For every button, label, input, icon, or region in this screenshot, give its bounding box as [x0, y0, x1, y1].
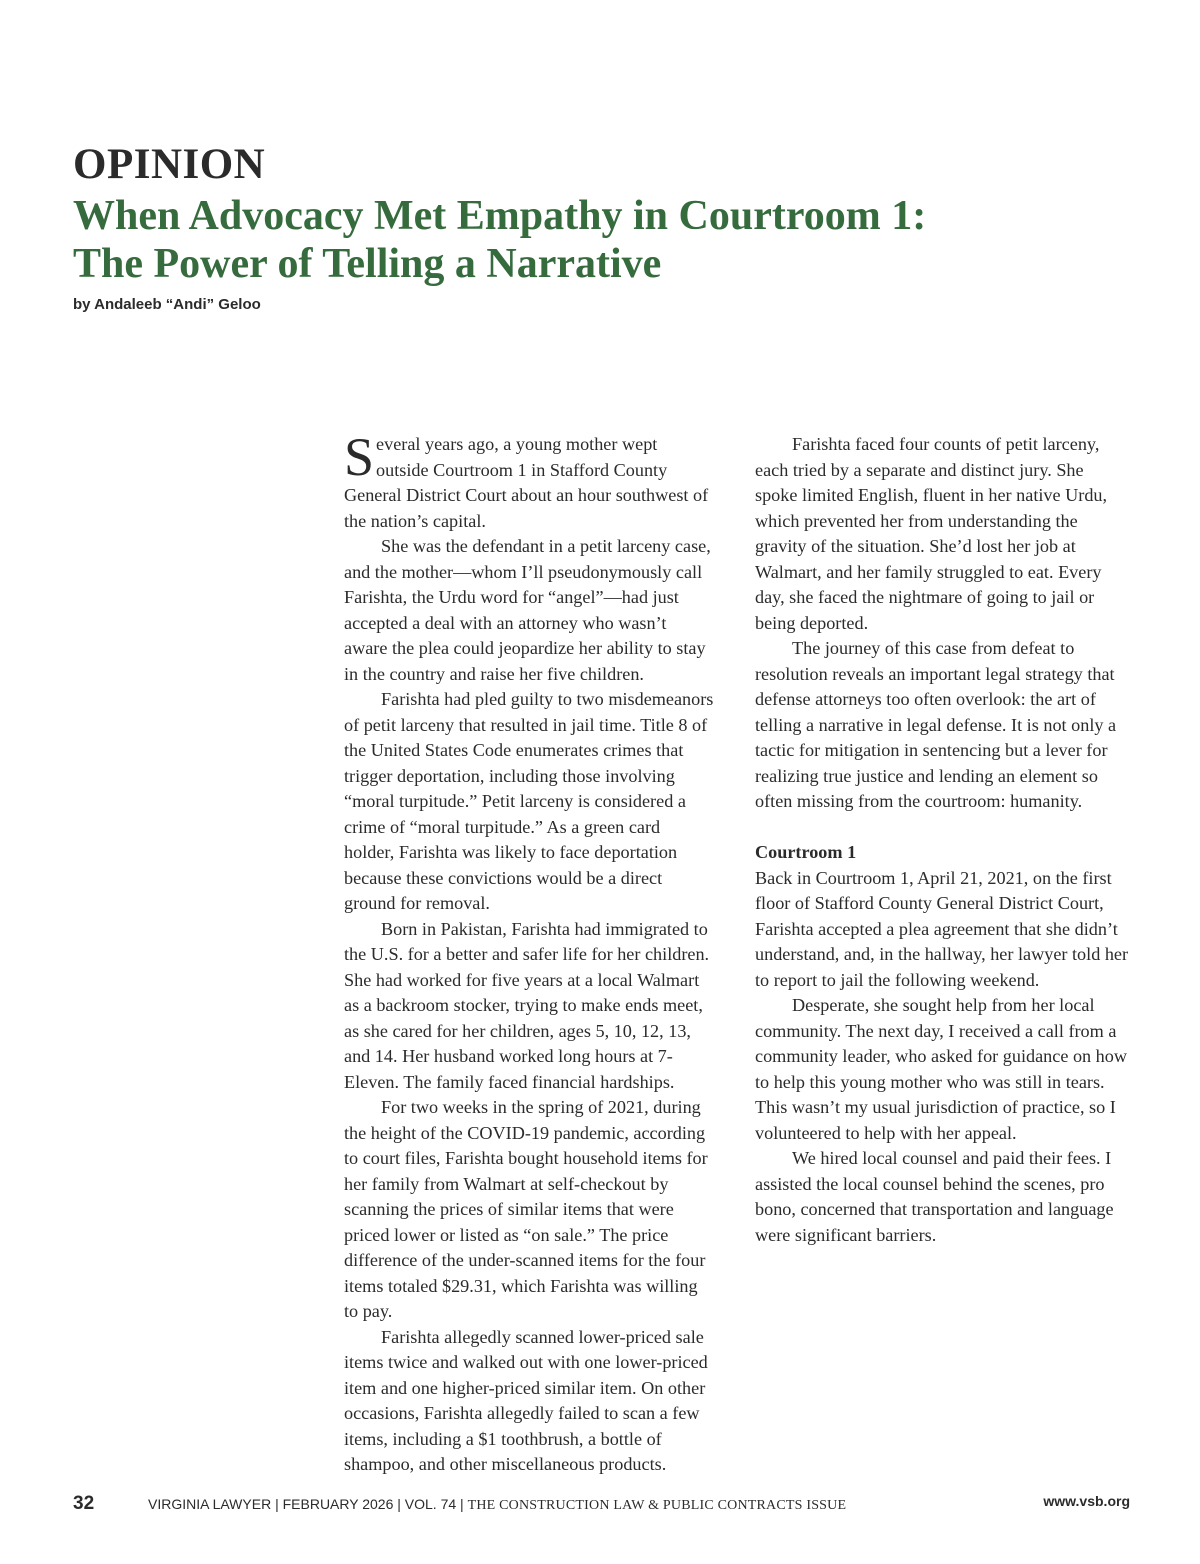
article-title-line-1: When Advocacy Met Empathy in Courtroom 1: [73, 193, 927, 239]
paragraph-4: Born in Pakistan, Farishta had immigrated to the U.S. for a better and safer life for her children. She had worked for five years at a local Walmart as a backroom stocker, trying to make ends meet, as she cared for her children, ages 5, 10, 12, 13, and 14. Her husband worked long hours at 7-Eleven. The family faced financial hardships. [344, 918, 710, 1092]
volume-number: VOL. 74 [404, 1496, 457, 1512]
paragraph-1-text: everal years ago, a young mother wept outside Courtroom 1 in Stafford County General District Court about an hour southwest of the nation’s capital. [344, 434, 709, 531]
article-title-line-2: The Power of Telling a Narrative [73, 241, 662, 287]
page-number: 32 [73, 1493, 95, 1514]
footer-separator-2: | [393, 1496, 405, 1512]
article-column-2 [755, 432, 1130, 1248]
paragraph-3: Farishta had pled guilty to two misdemeanors of petit larceny that resulted in jail time. Title 8 of the United States Code enumerates crimes that trigger deportation, including those involving “moral turpitude.” Petit larceny is considered a crime of “moral turpitude.” As a green card holder, Farishta was likely to face deportation because these convictions would be a direct ground for removal. [344, 689, 714, 913]
issue-line [148, 1496, 846, 1514]
paragraph-9: Back in Courtroom 1, April 21, 2021, on the first floor of Stafford County General District Court, Farishta accepted a plea agreement that she didn’t understand, and, in the hallway, her lawyer told her to report to jail the following weekend. [755, 867, 1129, 990]
article-column-1 [344, 427, 714, 1478]
magazine-name: VIRGINIA LAWYER [148, 1496, 272, 1512]
article-title [73, 192, 1153, 288]
drop-cap: S [344, 427, 375, 487]
byline: by Andaleeb “Andi” Geloo [73, 296, 261, 313]
paragraph-6: Farishta allegedly scanned lower-priced sale items twice and walked out with one lower-priced item and one higher-priced similar item. On other occasions, Farishta allegedly failed to scan a few items, including a $1 toothbrush, a bottle of shampoo, and other miscellaneous products. [344, 1326, 708, 1474]
page-footer [73, 1493, 1130, 1517]
website-link[interactable]: www.vsb.org [1043, 1493, 1130, 1509]
paragraph-10: Desperate, she sought help from her local community. The next day, I received a call from a community leader, who asked for guidance on how to help this young mother who was still in tears. This wasn’t my usual jurisdiction of practice, so I volunteered to help with her appeal. [755, 995, 1128, 1143]
footer-separator-3: | [456, 1496, 468, 1512]
paragraph-2: She was the defendant in a petit larceny case, and the mother—whom I’ll pseudonymously call Farishta, the Urdu word for “angel”—had just accepted a deal with an attorney who wasn’t aware the plea could jeopardize her ability to stay in the country and raise her five children. [344, 536, 711, 684]
paragraph-1 [344, 427, 714, 534]
subhead-courtroom-1: Courtroom 1 [755, 842, 857, 862]
paragraph-7: Farishta faced four counts of petit larceny, each tried by a separate and distinct jury. She spoke limited English, fluent in her native Urdu, which prevented her from understanding the gravity of the situation. She’d lost her job at Walmart, and her family struggled to eat. Every day, she faced the nightmare of going to jail or being deported. [755, 434, 1108, 633]
paragraph-5: For two weeks in the spring of 2021, during the height of the COVID-19 pandemic, according to court files, Farishta bought household items for her family from Walmart at self-checkout by scanning the prices of similar items that were priced lower or listed as “on sale.” The price difference of the under-scanned items for the four items totaled $29.31, which Farishta was willing to pay. [344, 1097, 708, 1321]
paragraph-11: We hired local counsel and paid their fees. I assisted the local counsel behind the scenes, pro bono, concerned that transportation and language were significant barriers. [755, 1148, 1114, 1245]
section-kicker: OPINION [73, 141, 266, 188]
footer-separator-1: | [271, 1496, 283, 1512]
paragraph-8: The journey of this case from defeat to resolution reveals an important legal strategy that defense attorneys too often overlook: the art of telling a narrative in legal defense. It is not only a tactic for mitigation in sentencing but a lever for realizing true justice and lending an element so often missing from the courtroom: humanity. [755, 638, 1117, 811]
issue-title: THE CONSTRUCTION LAW & PUBLIC CONTRACTS ISSUE [467, 1498, 847, 1513]
issue-date: FEBRUARY 2026 [282, 1496, 394, 1512]
